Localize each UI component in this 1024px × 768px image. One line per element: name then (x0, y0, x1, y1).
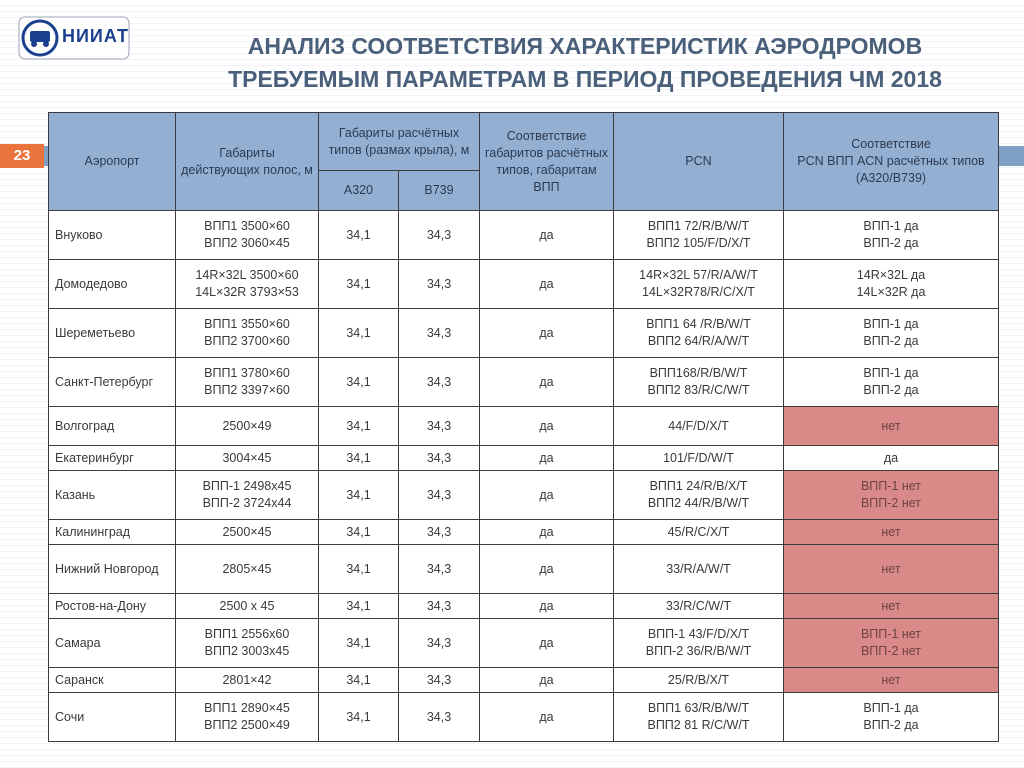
cell-pcn (614, 211, 784, 260)
cell-dimensions (176, 446, 319, 471)
table-row (49, 545, 999, 594)
cell-b739: 34,3 (399, 668, 480, 693)
title-line-1: АНАЛИЗ СООТВЕТСТВИЯ ХАРАКТЕРИСТИК АЭРОДРОМОВ (247, 33, 923, 59)
cell-match-pcn-line: 14R×32L да (856, 268, 926, 282)
cell-match-dimensions: да (480, 668, 614, 693)
cell-airport: Нижний Новгород (49, 545, 176, 594)
cell-match-pcn (784, 309, 999, 358)
cell-pcn-line: 101/F/D/W/T (663, 450, 734, 465)
cell-pcn-line: ВПП2 44/R/B/W/T (647, 496, 750, 510)
cell-b739: 34,3 (399, 693, 480, 742)
cell-match-pcn (784, 693, 999, 742)
cell-match-pcn (784, 594, 999, 619)
cell-match-dimensions: да (480, 520, 614, 545)
cell-pcn (614, 309, 784, 358)
cell-b739: 34,3 (399, 260, 480, 309)
cell-match-dimensions: да (480, 211, 614, 260)
cell-b739: 34,3 (399, 619, 480, 668)
cell-match-dimensions: да (480, 471, 614, 520)
cell-pcn-line: 14R×32L 57/R/A/W/T (639, 268, 758, 282)
cell-match-dimensions: да (480, 594, 614, 619)
cell-match-pcn (784, 260, 999, 309)
cell-airport: Внуково (49, 211, 176, 260)
header-a320: А320 (319, 171, 399, 211)
cell-a320: 34,1 (319, 407, 399, 446)
table-row (49, 693, 999, 742)
cell-airport: Саранск (49, 668, 176, 693)
slide-title (150, 30, 1020, 96)
cell-match-pcn-line: ВПП-2 да (863, 334, 919, 348)
cell-dimensions-line: 3004×45 (222, 450, 272, 465)
cell-pcn (614, 446, 784, 471)
header-dimensions: Габариты действующих полос, м (176, 113, 319, 211)
cell-match-dimensions: да (480, 358, 614, 407)
cell-dimensions (176, 619, 319, 668)
cell-a320: 34,1 (319, 619, 399, 668)
cell-pcn-line: ВПП2 83/R/C/W/T (647, 383, 750, 397)
cell-dimensions (176, 260, 319, 309)
cell-pcn-line: ВПП1 64 /R/B/W/T (646, 317, 751, 331)
cell-match-dimensions: да (480, 260, 614, 309)
table-row (49, 520, 999, 545)
header-match-pcn-line-2: PCN ВПП ACN расчётных типов (797, 154, 985, 168)
cell-match-pcn-line: нет (881, 524, 901, 539)
airport-compliance-table (48, 112, 999, 742)
cell-match-pcn-line: ВПП-1 нет (860, 479, 922, 493)
cell-dimensions-line: ВПП1 3550×60 (204, 317, 290, 331)
cell-match-pcn (784, 446, 999, 471)
cell-dimensions-line: ВПП1 3500×60 (204, 219, 290, 233)
header-match-dimensions: Соответствие габаритов расчётных типов, габаритам ВПП (480, 113, 614, 211)
cell-airport: Санкт-Петербург (49, 358, 176, 407)
cell-airport: Шереметьево (49, 309, 176, 358)
cell-pcn-line: ВПП1 24/R/B/X/T (649, 479, 748, 493)
page-number-badge: 23 (0, 144, 44, 168)
cell-dimensions-line: 14L×32R 3793×53 (195, 285, 299, 299)
header-match-pcn-line-1: Соответствие (851, 137, 931, 151)
table-row (49, 407, 999, 446)
header-pcn: PCN (614, 113, 784, 211)
title-line-2: ТРЕБУЕМЫМ ПАРАМЕТРАМ В ПЕРИОД ПРОВЕДЕНИЯ ЧМ 2018 (228, 66, 942, 92)
cell-a320: 34,1 (319, 693, 399, 742)
cell-match-pcn (784, 471, 999, 520)
cell-pcn-line: ВПП2 64/R/A/W/T (647, 334, 750, 348)
cell-match-pcn-line: нет (881, 672, 901, 687)
cell-a320: 34,1 (319, 446, 399, 471)
cell-match-pcn-line: нет (881, 598, 901, 613)
cell-dimensions-line: ВПП-1 2498х45 (202, 479, 292, 493)
cell-match-pcn-line: ВПП-2 да (863, 383, 919, 397)
table-row (49, 619, 999, 668)
cell-a320: 34,1 (319, 594, 399, 619)
cell-dimensions (176, 309, 319, 358)
cell-airport: Самара (49, 619, 176, 668)
cell-a320: 34,1 (319, 545, 399, 594)
cell-pcn-line: ВПП2 81 R/C/W/T (647, 718, 750, 732)
cell-match-pcn-line: ВПП-1 да (863, 219, 919, 233)
cell-match-pcn-line: ВПП-1 да (863, 317, 919, 331)
cell-b739: 34,3 (399, 446, 480, 471)
cell-dimensions (176, 545, 319, 594)
logo-text: НИИАТ (62, 26, 129, 46)
cell-a320: 34,1 (319, 211, 399, 260)
cell-airport: Екатеринбург (49, 446, 176, 471)
cell-pcn (614, 471, 784, 520)
cell-dimensions (176, 520, 319, 545)
cell-a320: 34,1 (319, 520, 399, 545)
cell-match-pcn (784, 407, 999, 446)
header-match-pcn-line-3: (A320/B739) (855, 171, 927, 185)
cell-pcn (614, 619, 784, 668)
cell-pcn (614, 520, 784, 545)
cell-dimensions (176, 693, 319, 742)
cell-dimensions-line: ВПП2 3003х45 (204, 644, 290, 658)
header-b739: В739 (399, 171, 480, 211)
cell-b739: 34,3 (399, 520, 480, 545)
cell-a320: 34,1 (319, 309, 399, 358)
cell-pcn (614, 545, 784, 594)
table-row (49, 594, 999, 619)
cell-dimensions (176, 211, 319, 260)
cell-dimensions-line: 2801×42 (222, 672, 272, 687)
logo (18, 16, 130, 60)
cell-match-dimensions: да (480, 309, 614, 358)
cell-pcn-line: ВПП1 63/R/B/W/T (647, 701, 750, 715)
cell-match-pcn-line: ВПП-1 да (863, 701, 919, 715)
table-row (49, 260, 999, 309)
cell-dimensions (176, 471, 319, 520)
header-wingspan: Габариты расчётных типов (размах крыла), м (319, 113, 480, 171)
table-row (49, 358, 999, 407)
cell-match-pcn-line: ВПП-2 нет (860, 496, 922, 510)
cell-match-pcn (784, 668, 999, 693)
cell-dimensions-line: ВПП-2 3724х44 (202, 496, 292, 510)
table-row (49, 446, 999, 471)
cell-match-pcn (784, 619, 999, 668)
cell-b739: 34,3 (399, 471, 480, 520)
cell-airport: Домодедово (49, 260, 176, 309)
cell-dimensions-line: ВПП2 2500×49 (204, 718, 290, 732)
cell-pcn-line: 25/R/B/X/T (667, 672, 730, 687)
cell-airport: Ростов-на-Дону (49, 594, 176, 619)
cell-pcn (614, 260, 784, 309)
cell-pcn (614, 668, 784, 693)
cell-pcn-line: 44/F/D/X/T (668, 418, 729, 433)
cell-b739: 34,3 (399, 309, 480, 358)
cell-match-pcn (784, 520, 999, 545)
cell-pcn-line: 33/R/A/W/T (666, 561, 731, 576)
cell-dimensions-line: ВПП2 3060×45 (204, 236, 290, 250)
cell-pcn-line: ВПП1 72/R/B/W/T (647, 219, 750, 233)
header-match-pcn (784, 113, 999, 211)
cell-dimensions-line: ВПП1 3780×60 (204, 366, 290, 380)
cell-dimensions-line: ВПП1 2890×45 (204, 701, 290, 715)
cell-match-pcn (784, 358, 999, 407)
cell-b739: 34,3 (399, 211, 480, 260)
cell-match-pcn-line: ВПП-1 нет (860, 627, 922, 641)
table-row (49, 211, 999, 260)
cell-pcn (614, 594, 784, 619)
cell-pcn-line: 14L×32R78/R/C/X/T (642, 285, 755, 299)
cell-dimensions-line: ВПП2 3397×60 (204, 383, 290, 397)
cell-match-dimensions: да (480, 693, 614, 742)
cell-airport: Сочи (49, 693, 176, 742)
cell-match-pcn-line: да (883, 450, 899, 465)
cell-pcn-line: ВПП-2 36/R/B/W/T (645, 644, 752, 658)
cell-match-dimensions: да (480, 619, 614, 668)
cell-pcn-line: 33/R/C/W/T (665, 598, 732, 613)
cell-dimensions-line: 2500×45 (222, 524, 272, 539)
cell-dimensions-line: 2500×49 (222, 418, 272, 433)
cell-match-pcn (784, 211, 999, 260)
cell-match-pcn-line: ВПП-2 нет (860, 644, 922, 658)
cell-match-pcn-line: ВПП-2 да (863, 236, 919, 250)
table-row (49, 471, 999, 520)
cell-match-dimensions: да (480, 446, 614, 471)
cell-pcn-line: ВПП168/R/B/W/T (649, 366, 748, 380)
table-row (49, 309, 999, 358)
cell-airport: Волгоград (49, 407, 176, 446)
airport-table-container (48, 112, 999, 742)
cell-a320: 34,1 (319, 260, 399, 309)
cell-dimensions-line: ВПП1 2556х60 (204, 627, 290, 641)
cell-a320: 34,1 (319, 358, 399, 407)
cell-b739: 34,3 (399, 594, 480, 619)
cell-airport: Калининград (49, 520, 176, 545)
cell-dimensions-line: 2805×45 (222, 561, 272, 576)
cell-dimensions (176, 668, 319, 693)
cell-match-dimensions: да (480, 545, 614, 594)
cell-b739: 34,3 (399, 358, 480, 407)
cell-match-pcn-line: ВПП-2 да (863, 718, 919, 732)
cell-pcn (614, 358, 784, 407)
cell-a320: 34,1 (319, 471, 399, 520)
cell-pcn-line: 45/R/C/X/T (667, 524, 730, 539)
header-airport: Аэропорт (49, 113, 176, 211)
cell-dimensions-line: 2500 х 45 (219, 598, 275, 613)
cell-pcn-line: ВПП-1 43/F/D/X/T (647, 627, 750, 641)
cell-match-pcn (784, 545, 999, 594)
cell-dimensions (176, 594, 319, 619)
cell-dimensions-line: ВПП2 3700×60 (204, 334, 290, 348)
cell-b739: 34,3 (399, 545, 480, 594)
cell-dimensions-line: 14R×32L 3500×60 (195, 268, 299, 282)
table-body (49, 211, 999, 742)
table-row (49, 668, 999, 693)
cell-dimensions (176, 407, 319, 446)
cell-pcn (614, 407, 784, 446)
cell-match-pcn-line: нет (881, 418, 901, 433)
cell-match-pcn-line: ВПП-1 да (863, 366, 919, 380)
cell-pcn (614, 693, 784, 742)
cell-dimensions (176, 358, 319, 407)
cell-airport: Казань (49, 471, 176, 520)
cell-match-dimensions: да (480, 407, 614, 446)
cell-a320: 34,1 (319, 668, 399, 693)
cell-pcn-line: ВПП2 105/F/D/X/T (646, 236, 751, 250)
cell-match-pcn-line: 14L×32R да (856, 285, 926, 299)
cell-b739: 34,3 (399, 407, 480, 446)
cell-match-pcn-line: нет (881, 561, 901, 576)
